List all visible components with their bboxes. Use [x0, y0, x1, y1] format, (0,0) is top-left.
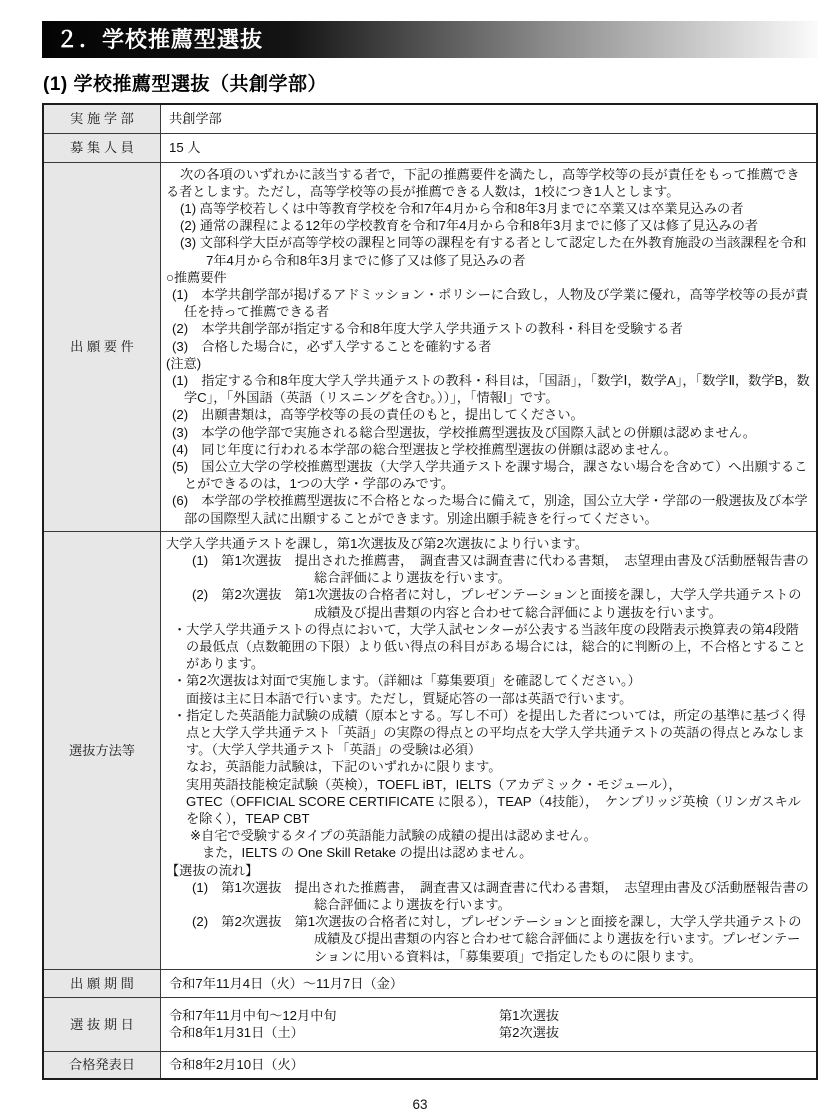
text-line: (6) 本学部の学校推薦型選抜に不合格となった場合に備えて，別途，国公立大学・学部の一般選抜及び本学部の国際型入試に出願することができます。別途出願手続きを行ってください。: [172, 493, 808, 526]
selection-stage: 第2次選抜: [499, 1025, 560, 1041]
text-line: 実用英語技能検定試験（英検），TOEFL iBT，IELTS（アカデミック・モジュール），: [186, 776, 682, 792]
announcement-value: 令和8年2月10日（火）: [161, 1051, 818, 1079]
text-line: ※自宅で受験するタイプの英語能力試験の成績の提出は認めません。: [190, 828, 597, 844]
text-line: (1) 本学共創学部が掲げるアドミッション・ポリシーに合致し，人物及び学業に優れ，高等学校等の長が責任を持って推薦できる者: [172, 286, 809, 320]
text-line: (2) 第2次選抜 第1次選抜の合格者に対し，プレゼンテーションと面接を課し，大学入学共通テストの成績及び提出書類の内容と合わせて総合評価により選抜を行います。: [192, 587, 802, 620]
text-line: 次の各項のいずれかに該当する者で，下記の推薦要件を満たし，高等学校等の長が責任をもって推薦できる者とします。ただし，高等学校等の長が推薦できる人数は，1校につき1人とします。: [166, 166, 800, 199]
selection-date-label: 選 抜 期 日: [43, 997, 161, 1051]
text-line: (3) 本学の他学部で実施される総合型選抜，学校推薦型選抜及び国際入試との併願は認めません。: [172, 424, 756, 440]
text-line: (3) 文部科学大臣が高等学校の課程と同等の課程を有する者として認定した在外教育施設の当該課程を令和7年4月から令和8年3月までに修了又は修了見込みの者: [180, 235, 807, 268]
text-line: (1) 第1次選抜 提出された推薦書， 調査書又は調査書に代わる書類， 志望理由書及び活動歴報告書の総合評価により選抜を行います。: [192, 879, 809, 913]
capacity-value: 15 人: [161, 133, 818, 162]
faculty-value: 共創学部: [161, 104, 818, 133]
text-line: (1) 高等学校若しくは中等教育学校を令和7年4月から令和8年3月までに卒業又は卒業見込みの者: [180, 200, 744, 216]
row-selection-date: [43, 997, 817, 1051]
selection-schedule-row: [169, 1024, 808, 1041]
text-line: ・指定した英語能力試験の成績（原本とする。写し不可）を提出した者については，所定の基準に基づく得点と大学入学共通テスト「英語」の実際の得点との平均点を大学入学共通テストの英語の得点とみなします。（大学入学共通テスト「英語」の受験は必須）: [173, 707, 806, 758]
text-line: 大学入学共通テストを課し，第1次選抜及び第2次選抜により行います。: [166, 535, 588, 551]
method-label: 選抜方法等: [43, 531, 161, 969]
text-line: なお，英語能力試験は，下記のいずれかに限ります。: [186, 759, 502, 775]
text-line: (1) 指定する令和8年度大学入学共通テストの教科・科目は，「国語」，「数学Ⅰ，数学A」，「数学Ⅱ，数学B，数学C」，「外国語（英語（リスニングを含む。））」，「情報Ⅰ」です。: [172, 372, 810, 406]
capacity-label: 募 集 人 員: [43, 133, 161, 162]
row-faculty: [43, 104, 817, 133]
section-title: ２．学校推薦型選抜: [56, 27, 264, 52]
text-line: GTEC（OFFICIAL SCORE CERTIFICATE に限る），TEAP（4技能）， ケンブリッジ英検（リンガスキルを除く），TEAP CBT: [186, 793, 801, 827]
page-number: 63: [412, 1097, 428, 1112]
faculty-label: 実 施 学 部: [43, 104, 161, 133]
row-announcement: [43, 1051, 817, 1079]
selection-schedule-cell: [161, 997, 818, 1051]
selection-date: 令和7年11月中旬～12月中旬: [169, 1008, 337, 1024]
text-line: (2) 通常の課程による12年の学校教育を令和7年4月から令和8年3月までに修了又は修了見込みの者: [180, 218, 759, 234]
text-line: (5) 国公立大学の学校推薦型選抜（大学入学共通テストを課す場合，課さない場合を含めて）へ出願することができるのは，1つの大学・学部のみです。: [172, 458, 808, 492]
text-line: (2) 出願書類は，高等学校等の長の責任のもと，提出してください。: [172, 407, 584, 423]
text-line: (2) 第2次選抜 第1次選抜の合格者に対し，プレゼンテーションと面接を課し，大学入学共通テストの成績及び提出書類の内容と合わせて総合評価により選抜を行います。プレゼンテーションに用いる資料は，「募集要項」で指定したものに限ります。: [192, 914, 802, 964]
admissions-table: [42, 103, 818, 1080]
selection-stage: 第1次選抜: [499, 1008, 560, 1024]
subsection-title: (1) 学校推薦型選抜（共創学部）: [43, 74, 328, 95]
text-line: (2) 本学共創学部が指定する令和8年度大学入学共通テストの教科・科目を受験する者: [172, 321, 683, 337]
text-line: また，IELTS の One Skill Retake の提出は認めません。: [202, 845, 533, 861]
text-line: (4) 同じ年度に行われる本学部の総合型選抜と学校推薦型選抜の併願は認めません。: [172, 441, 677, 457]
text-line: (3) 合格した場合に，必ず入学することを確約する者: [172, 338, 492, 354]
section-header-bar: [42, 21, 818, 58]
requirements-label: 出 願 要 件: [43, 162, 161, 531]
application-period-value: 令和7年11月4日（火）～11月7日（金）: [161, 969, 818, 997]
requirements-cell: [161, 162, 818, 531]
application-period-label: 出 願 期 間: [43, 969, 161, 997]
text-line: (1) 第1次選抜 提出された推薦書， 調査書又は調査書に代わる書類， 志望理由書及び活動歴報告書の総合評価により選抜を行います。: [192, 552, 809, 586]
text-line: ○推薦要件: [166, 269, 227, 285]
announcement-label: 合格発表日: [43, 1051, 161, 1079]
text-line: 面接は主に日本語で行います。ただし，質疑応答の一部は英語で行います。: [186, 690, 633, 706]
text-line: 【選抜の流れ】: [166, 862, 259, 878]
selection-date: 令和8年1月31日（土）: [169, 1025, 304, 1041]
text-line: ・大学入学共通テストの得点において，大学入試センターが公表する当該年度の段階表示換算表の第4段階の最低点（点数範囲の下限）より低い得点の科目がある場合には，総合的に判断の上，不合格とすることがあります。: [173, 621, 806, 672]
method-cell: [161, 531, 818, 969]
text-line: ・第2次選抜は対面で実施します。（詳細は「募集要項」を確認してください。）: [173, 673, 641, 689]
row-requirements: [43, 162, 817, 531]
row-method: [43, 531, 817, 969]
selection-schedule-row: [169, 1007, 808, 1024]
row-capacity: [43, 133, 817, 162]
row-application-period: [43, 969, 817, 997]
text-line: (注意): [166, 355, 202, 371]
